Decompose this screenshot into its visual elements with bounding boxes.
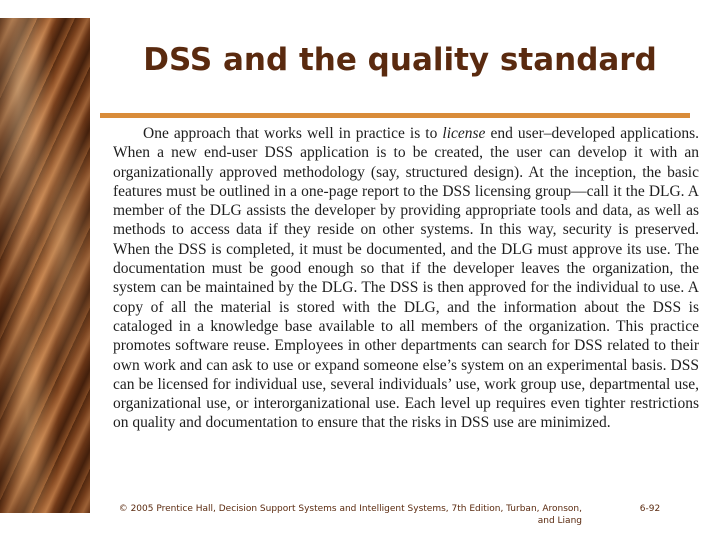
wood-texture-shade: [0, 18, 90, 513]
title-underline-rule: [100, 113, 690, 118]
body-text-start: One approach that works well in practice is to: [143, 125, 443, 142]
body-text-rest: end user–developed applications. When a new end-user DSS application is to be created, the user can develop it with an organizationally approved methodology (say, structured design). At the inception, the basic features must be outlined in a one-page report to the DSS licensing group—call it the DLG. A member of the DLG assists the developer by providing appropriate tools and data, as well as methods to access data if they reside on other systems. In this way, security is preserved. When the DSS is completed, it must be documented, and the DLG must approve its use. The documentation must be good enough so that if the developer leaves the organization, the system can be maintained by the DLG. The DSS is then approved for the individual to use. A copy of all the material is stored with the DLG, and the information about the DSS is cataloged in a knowledge base available to all members of the organization. This practice promotes software reuse. Employees in other departments can search for DSS related to their own work and can ask to use or expand someone else’s system on an experimental basis. DSS can be licensed for individual use, several individuals’ use, work group use, departmental use, organizational use, or interorganizational use. Each level up requires even tighter restrictions on quality and documentation to ensure that the risks in DSS use are minimized.: [113, 125, 700, 432]
page-number: 6-92: [639, 504, 661, 514]
copyright-footer: © 2005 Prentice Hall, Decision Support Systems and Intelligent Systems, 7th Edition, Turban, Aronson, and Liang: [118, 504, 582, 526]
body-paragraph: [113, 124, 699, 433]
body-text-italic: license: [442, 125, 486, 142]
slide-title: DSS and the quality standard: [143, 42, 657, 78]
